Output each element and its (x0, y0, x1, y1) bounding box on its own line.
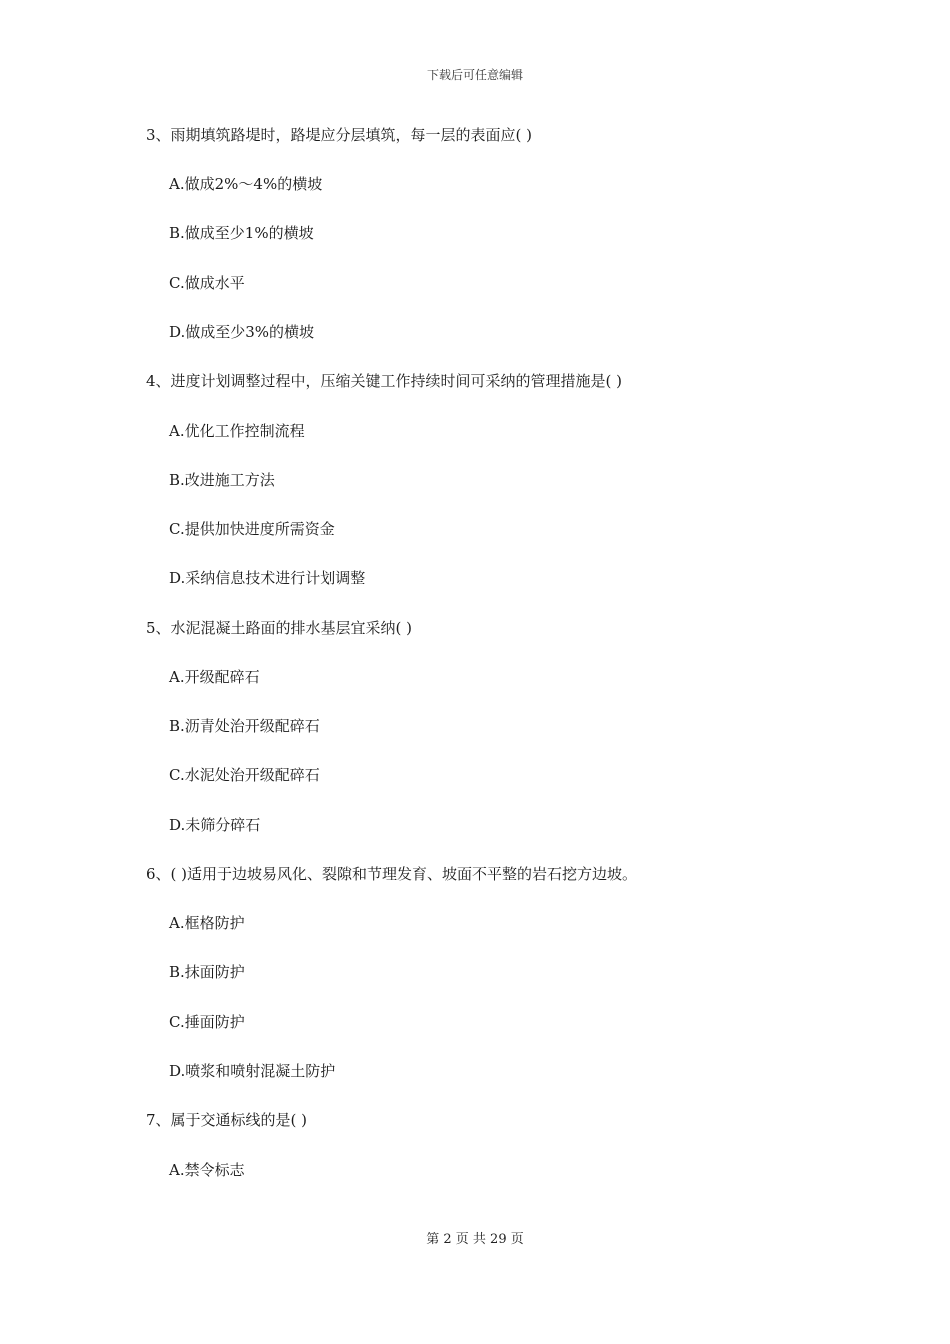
question-5-option-c: C.水泥处治开级配碎石 (169, 766, 320, 784)
question-5-option-d: D.未筛分碎石 (169, 816, 261, 834)
question-3-stem: 3、雨期填筑路堤时，路堤应分层填筑，每一层的表面应( ) (146, 126, 533, 144)
question-4-option-b: B.改进施工方法 (169, 471, 275, 489)
question-4-stem: 4、进度计划调整过程中，压缩关键工作持续时间可采纳的管理措施是( ) (146, 372, 623, 390)
question-5-option-b: B.沥青处治开级配碎石 (169, 717, 320, 735)
question-6-stem: 6、( )适用于边坡易风化、裂隙和节理发育、坡面不平整的岩石挖方边坡。 (146, 865, 638, 883)
question-4-option-d: D.采纳信息技术进行计划调整 (169, 569, 366, 587)
question-5-option-a: A.开级配碎石 (169, 668, 260, 686)
question-6-option-c: C.捶面防护 (169, 1013, 245, 1031)
question-5-stem: 5、水泥混凝土路面的排水基层宜采纳( ) (146, 619, 413, 637)
question-6-option-b: B.抹面防护 (169, 963, 245, 981)
question-3-option-a: A.做成2%～4%的横坡 (169, 175, 323, 193)
question-3-option-b: B.做成至少1%的横坡 (169, 224, 314, 242)
page-header: 下载后可任意编辑 (426, 68, 523, 82)
question-3-option-d: D.做成至少3%的横坡 (169, 323, 315, 341)
question-4-option-c: C.提供加快进度所需资金 (169, 520, 335, 538)
question-6-option-a: A.框格防护 (169, 914, 245, 932)
question-7-option-a: A.禁令标志 (169, 1161, 245, 1179)
page-number-footer: 第 2 页 共 29 页 (426, 1232, 524, 1247)
question-4-option-a: A.优化工作控制流程 (169, 422, 305, 440)
question-6-option-d: D.喷浆和喷射混凝土防护 (169, 1062, 336, 1080)
question-7-stem: 7、属于交通标线的是( ) (146, 1111, 308, 1129)
question-3-option-c: C.做成水平 (169, 274, 245, 292)
